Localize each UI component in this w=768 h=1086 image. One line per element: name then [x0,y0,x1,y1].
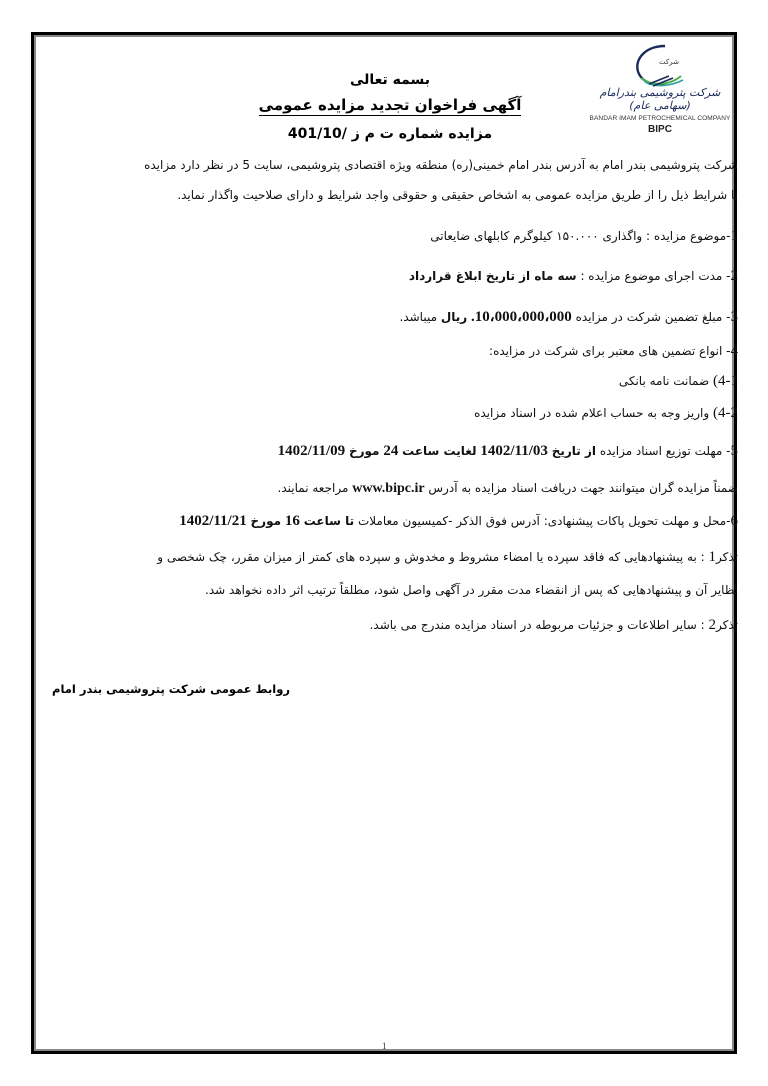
item-5-note [278,481,738,497]
item-5-number: 5 [730,443,738,459]
item-2 [409,268,738,285]
page-number: 1 [382,1041,387,1051]
item-4-text: - انواع تضمین های معتبر برای شرکت در مزایده: [489,344,731,358]
auction-number: مزایده شماره ت م ز /401/10 [287,126,493,142]
item-5-text: - مهلت توزیع اسناد مزایده [599,444,731,458]
intro-line-1: شرکت پتروشیمی بندر امام به آدرس بندر امام خمینی(ره) منطقه ویژه اقتصادی پتروشیمی، سایت 5 در نظر دارد مزایده [144,158,738,172]
note-1-line-1 [157,549,738,566]
title-text: آگهی فراخوان تجدید مزایده عمومی [258,96,522,114]
item-4-2-number: 4-2) [713,405,738,421]
item-2-number: 2 [730,268,738,284]
item-6-until-label: تا ساعت [303,514,355,528]
item-5-hour: 24 [383,443,399,459]
item-1 [430,228,738,245]
item-2-duration: سه ماه از تاریخ ابلاغ قرارداد [408,269,577,283]
item-1-number: 1 [730,228,738,244]
item-4-1-text: ضمانت نامه بانکی [618,374,710,388]
item-6-text: -محل و مهلت تحویل پاکات پیشنهادی: آدرس فوق الذکر -کمیسیون معاملات [357,514,731,528]
item-2-text: - مدت اجرای موضوع مزایده : [580,269,731,283]
note-1-line-2: نظایر آن و پیشنهادهایی که پس از انقضاء مدت مقرر در آگهی واصل شود، مطلقاً ترتیب اثر داده نخواهد شد. [205,583,738,597]
item-5 [278,443,738,460]
item-4-number: 4 [730,343,738,359]
note-1-text: : به پیشنهادهایی که فاقد سپرده یا امضاء مشروط و مخدوش و سپرده های کمتر از میزان مقرر، چک شخصی و [157,550,705,564]
signature: روابط عمومی شرکت پتروشیمی بندر امام [52,682,290,696]
item-5-to-date: 1402/11/09 [277,443,346,459]
note-2-number: 2 [708,617,717,633]
logo-abbreviation: BIPC [648,124,672,135]
page-border [31,32,737,1054]
item-6-hour: 16 [284,513,300,529]
note-2-text: : سایر اطلاعات و جزئیات مربوطه در اسناد مزایده مندرج می باشد. [369,618,705,632]
item-6-number: 6 [730,513,738,529]
item-6 [179,513,738,530]
note-2 [370,617,738,634]
item-3-amount: 10،000،000،000. [471,309,572,325]
website-link[interactable]: www.bipc.ir [352,481,425,496]
item-5-note-suffix: مراجعه نمایند. [277,481,349,495]
item-3-text: - مبلغ تضمین شرکت در مزایده [575,310,731,324]
company-logo [585,42,735,142]
item-1-text: -موضوع مزایده : واگذاری ۱۵۰.۰۰۰ کیلوگرم کابلهای ضایعاتی [430,229,731,243]
item-3-suffix: میباشد. [399,310,438,324]
logo-persian-name: شرکت پتروشیمی بندرامام (سهامی عام) [599,86,721,112]
item-3-number: 3 [730,309,738,325]
item-4-1 [619,373,738,390]
item-4-2-text: واریز وجه به حساب اعلام شده در اسناد مزایده [474,406,710,420]
item-4-2 [474,405,738,422]
svg-text:شرکت: شرکت [659,58,679,66]
intro-line-2: با شرایط ذیل را از طریق مزایده عمومی به اشخاص حقیقی و حقوقی واجد شرایط و دارای صلاحیت واگذار نماید. [177,188,738,202]
item-6-dated-label: مورخ [250,514,282,528]
invocation: بسمه تعالی [349,72,431,88]
item-5-dated-label: مورخ [348,444,380,458]
item-5-note-text: ضمناً مزایده گران میتوانند جهت دریافت اسناد مزایده به آدرس [428,481,738,495]
item-3 [400,307,738,326]
item-5-from-label: از تاریخ [551,444,596,458]
item-4-1-number: 4-1) [713,373,738,389]
item-5-until-label: لغایت ساعت [402,444,477,458]
bipc-emblem-icon [625,42,695,90]
page-title [200,96,580,114]
item-5-from-date: 1402/11/03 [480,443,548,459]
note-2-label: تذکر [716,618,738,632]
item-3-unit: ریال [440,310,468,324]
logo-english-name: BANDAR IMAM PETROCHEMICAL COMPANY [589,115,731,122]
note-1-label: تذکر [716,550,738,564]
item-4 [489,343,738,360]
note-1-number: 1 [708,549,717,565]
item-6-date: 1402/11/21 [179,513,247,529]
